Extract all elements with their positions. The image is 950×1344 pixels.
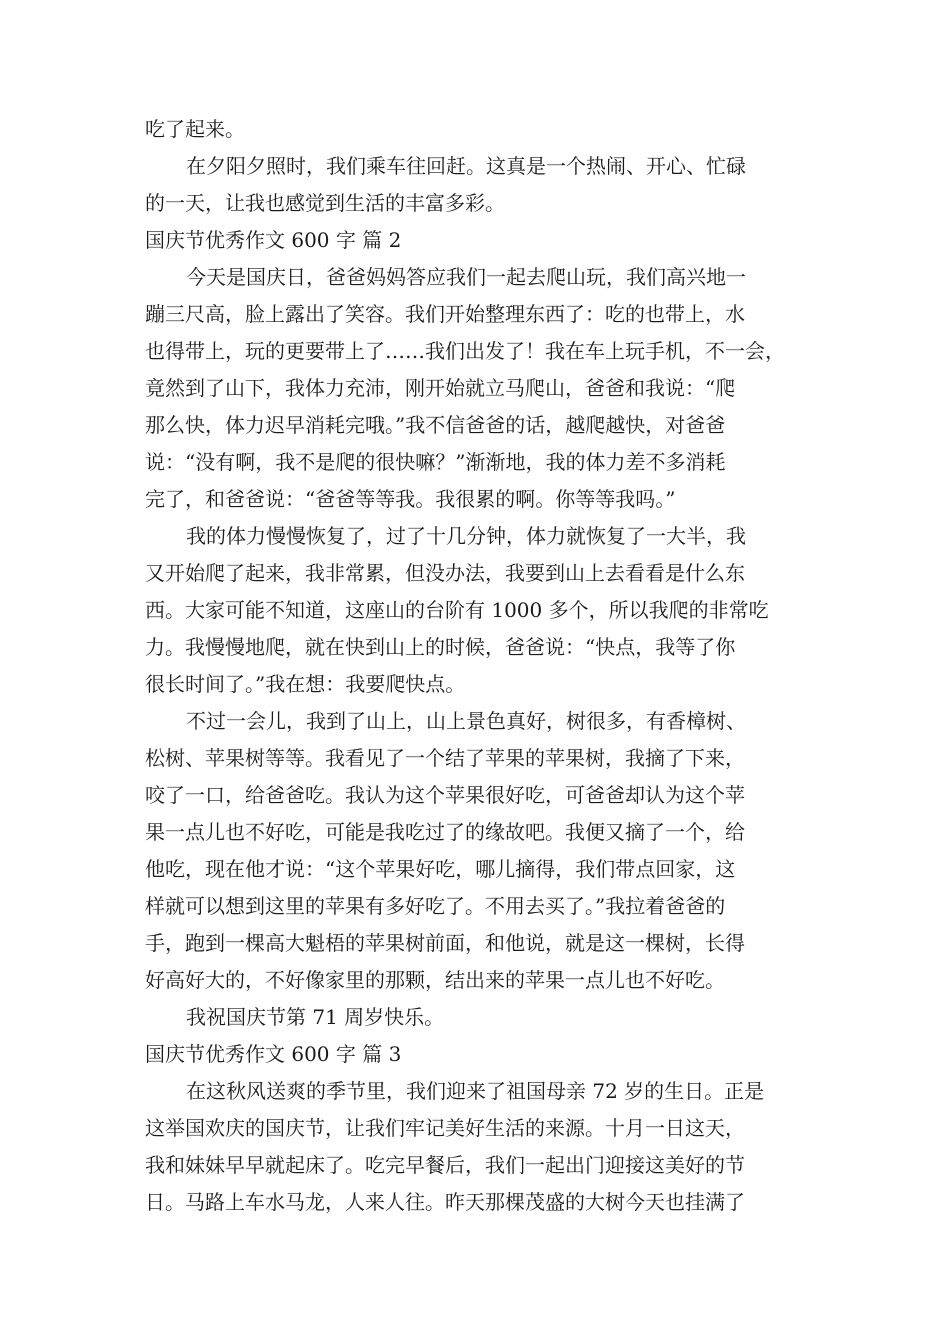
text-line: 不过一会儿，我到了山上，山上景色真好，树很多，有香樟树、 (186, 709, 746, 733)
text-line: 力。我慢慢地爬，就在快到山上的时候，爸爸说：“快点，我等了你 (145, 635, 736, 659)
text-line: 说：“没有啊，我不是爬的很快嘛？”渐渐地，我的体力差不多消耗 (145, 450, 726, 474)
text-line: 的一天，让我也感觉到生活的丰富多彩。 (145, 191, 505, 215)
text-line: 好高好大的，不好像家里的那颗，结出来的苹果一点儿也不好吃。 (145, 968, 725, 992)
text-line: 这举国欢庆的国庆节，让我们牢记美好生活的来源。十月一日这天， (145, 1116, 745, 1140)
text-line: 那么快，体力迟早消耗完哦。”我不信爸爸的话，越爬越快，对爸爸 (145, 413, 726, 437)
text-line: 在这秋风送爽的季节里，我们迎来了祖国母亲 72 岁的生日。正是 (186, 1079, 765, 1103)
text-line: 果一点儿也不好吃，可能是我吃过了的缘故吧。我便又摘了一个，给 (145, 820, 745, 844)
text-line: 日。马路上车水马龙，人来人往。昨天那棵茂盛的大树今天也挂满了 (145, 1190, 745, 1214)
text-line: 在夕阳夕照时，我们乘车往回赶。这真是一个热闹、开心、忙碌 (186, 154, 746, 178)
text-line: 完了，和爸爸说：“爸爸等等我。我很累的啊。你等等我吗。” (145, 487, 676, 511)
text-line: 手，跑到一棵高大魁梧的苹果树前面，和他说，就是这一棵树，长得 (145, 931, 745, 955)
text-line: 我祝国庆节第 71 周岁快乐。 (186, 1005, 445, 1029)
text-line: 我的体力慢慢恢复了，过了十几分钟，体力就恢复了一大半，我 (186, 524, 746, 548)
text-line: 竟然到了山下，我体力充沛，刚开始就立马爬山，爸爸和我说：“爬 (145, 376, 736, 400)
text-line: 咬了一口，给爸爸吃。我认为这个苹果很好吃，可爸爸却认为这个苹 (145, 783, 745, 807)
text-line: 松树、苹果树等等。我看见了一个结了苹果的苹果树，我摘了下来， (145, 746, 745, 770)
section-heading: 国庆节优秀作文 600 字 篇 3 (145, 1042, 402, 1066)
text-line: 他吃，现在他才说：“这个苹果好吃，哪儿摘得，我们带点回家，这 (145, 857, 736, 881)
text-line: 很长时间了。”我在想：我要爬快点。 (145, 672, 466, 696)
text-line: 又开始爬了起来，我非常累，但没办法，我要到山上去看看是什么东 (145, 561, 745, 585)
section-heading: 国庆节优秀作文 600 字 篇 2 (145, 228, 402, 252)
text-line: 今天是国庆日，爸爸妈妈答应我们一起去爬山玩，我们高兴地一 (186, 265, 746, 289)
text-line: 蹦三尺高，脸上露出了笑容。我们开始整理东西了：吃的也带上，水 (145, 302, 745, 326)
text-line: 西。大家可能不知道，这座山的台阶有 1000 多个，所以我爬的非常吃 (145, 598, 769, 622)
text-line: 样就可以想到这里的苹果有多好吃了。不用去买了。”我拉着爸爸的 (145, 894, 726, 918)
text-line: 我和妹妹早早就起床了。吃完早餐后，我们一起出门迎接这美好的节 (145, 1153, 745, 1177)
text-line: 吃了起来。 (145, 117, 245, 141)
text-line: 也得带上，玩的更要带上了……我们出发了！我在车上玩手机，不一会， (145, 339, 785, 363)
